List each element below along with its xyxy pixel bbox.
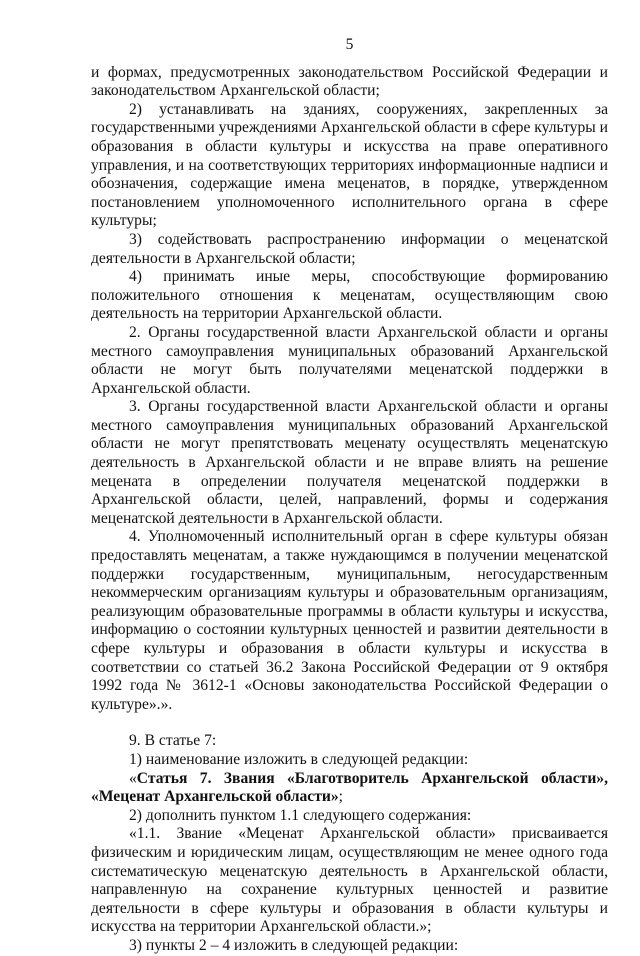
paragraph-continuation: и формах, предусмотренных законодательством Российской Федерации и законодательством Архангельской области; [91,63,608,100]
paragraph-sub-2: 2) дополнить пунктом 1.1 следующего содержания: [129,806,472,824]
paragraph-item-3: 3) содействовать распространению информации о меценатской деятельности в Архангельской области; [91,230,608,267]
paragraph-item-4: 4) принимать иные меры, способствующие формированию положительного отношения к меценатам, осуществляющим свою деятельность на территории Архангельской области. [91,268,608,323]
article-7-heading [91,770,608,807]
article-open-quote: « [129,769,137,787]
paragraph-item-2: 2) устанавливать на зданиях, сооружениях, закрепленных за государственными учреждениями Архангельской области в сфере культуры и образования в области культуры и искусства на праве оперативного управления, и на соответствующих территориях информационные надписи и обозначения, содержащие имена меценатов, в порядке, утвержденном постановлением уполномоченного исполнительного органа в сфере культуры; [91,100,608,230]
paragraph-clause-1-1: «1.1. Звание «Меценат Архангельской области» присваивается физическим и юридическим лицам, осуществляющим не менее одного года систематическую меценатскую деятельность в Архангельской области, направленную на сохранение культурных ценностей и развитие деятельности в сфере культуры и образования в области культуры и искусства на территории Архангельской области.»; [91,825,608,936]
paragraph-item-9: 9. В статье 7: [129,732,217,750]
article-7-title: Статья 7. Звания «Благотворитель Архангельской области», «Меценат Архангельской области» [91,769,608,806]
paragraph-point-4: 4. Уполномоченный исполнительный орган в сфере культуры обязан предоставлять меценатам, а также нуждающимся в получении меценатской поддержки государственным, муниципальным, негосударственным некоммерческим организациям культуры и образовательным организациям, реализующим образовательные программы в области культуры и искусства, информацию о состоянии культурных ценностей и развитии деятельности в сфере культуры и образования в области культуры и искусства в соответствии со статьей 36.2 Закона Российской Федерации от 9 октября 1992 года № 3612-1 «Основы законодательства Российской Федерации о культуре».». [91,528,608,713]
paragraph-sub-3: 3) пункты 2 – 4 изложить в следующей редакции: [129,936,459,954]
page-number: 5 [345,36,354,53]
paragraph-point-3: 3. Органы государственной власти Архангельской области и органы местного самоуправления муниципальных образований Архангельской области не могут препятствовать меценату осуществлять меценатскую деятельность в Архангельской области и не вправе влиять на решение мецената в определении получателя меценатской поддержки в Архангельской области, целей, направлений, формы и содержания меценатской деятельности в Архангельской области. [91,398,608,527]
article-close: ; [338,788,344,806]
paragraph-point-2: 2. Органы государственной власти Архангельской области и органы местного самоуправления муниципальных образований Архангельской области не могут быть получателями меценатской поддержки в Архангельской области. [91,323,608,397]
paragraph-sub-1: 1) наименование изложить в следующей редакции: [129,750,469,768]
document-page [91,36,608,956]
paragraph-spacer [91,714,608,732]
